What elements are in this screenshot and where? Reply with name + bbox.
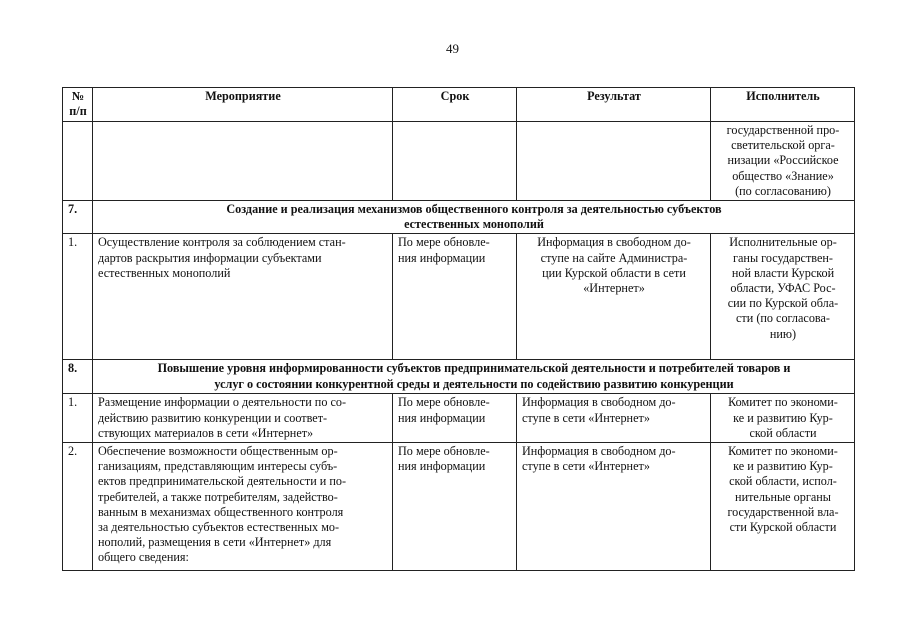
header-deadline: Срок <box>393 88 517 122</box>
section-title: Создание и реализация механизмов общественного контроля за деятельностью субъектов естественных монополий <box>93 201 855 234</box>
cell-deadline <box>393 122 517 201</box>
cell-executor: Исполнительные ор- ганы государствен- ной власти Курской области, УФАС Рос- сии по Курской обла- сти (по согласова- нию) <box>711 234 855 360</box>
section-number: 7. <box>63 201 93 234</box>
cell-number: 1. <box>63 234 93 360</box>
cell-result: Информация в свободном до- ступе в сети «Интернет» <box>517 443 711 571</box>
cell-activity: Осуществление контроля за соблюдением стан- дартов раскрытия информации субъектами естественных монополий <box>93 234 393 360</box>
cell-deadline: По мере обновле- ния информации <box>393 394 517 443</box>
page-number: 49 <box>446 41 459 56</box>
cell-number: 2. <box>63 443 93 571</box>
cell-result <box>517 122 711 201</box>
section-header-row <box>63 201 855 234</box>
table-row <box>63 394 855 443</box>
header-number: № п/п <box>63 88 93 122</box>
table-row <box>63 122 855 201</box>
cell-executor: государственной про- светительской орга- низации «Российское общество «Знание» (по согласованию) <box>711 122 855 201</box>
cell-activity <box>93 122 393 201</box>
cell-number <box>63 122 93 201</box>
header-result: Результат <box>517 88 711 122</box>
cell-number: 1. <box>63 394 93 443</box>
cell-deadline: По мере обновле- ния информации <box>393 234 517 360</box>
section-number: 8. <box>63 360 93 394</box>
cell-deadline: По мере обновле- ния информации <box>393 443 517 571</box>
cell-result: Информация в свободном до- ступе в сети «Интернет» <box>517 394 711 443</box>
header-activity: Мероприятие <box>93 88 393 122</box>
section-header-row <box>63 360 855 394</box>
cell-executor: Комитет по экономи- ке и развитию Кур- ской области <box>711 394 855 443</box>
table-row <box>63 234 855 360</box>
cell-activity: Обеспечение возможности общественным ор- ганизациям, представляющим интересы субъ- ектов предпринимательской деятельности и по- требителей, а также потребителям, задейство- ванным в механизмах общественного контроля за деятельностью субъектов естественных мо- нополий, размещения в сети «Интернет» для общего сведения: <box>93 443 393 571</box>
table-row <box>63 443 855 571</box>
cell-result: Информация в свободном до- ступе на сайте Администра- ции Курской области в сети «Интернет» <box>517 234 711 360</box>
cell-activity: Размещение информации о деятельности по со- действию развитию конкуренции и соответ- ствующих материалов в сети «Интернет» <box>93 394 393 443</box>
cell-executor: Комитет по экономи- ке и развитию Кур- ской области, испол- нительные органы государственной вла- сти Курской области <box>711 443 855 571</box>
table-header-row <box>63 88 855 122</box>
header-executor: Исполнитель <box>711 88 855 122</box>
measures-table <box>62 87 855 571</box>
section-title: Повышение уровня информированности субъектов предпринимательской деятельности и потребителей товаров и услуг о состоянии конкурентной среды и деятельности по содействию развитию конкуренции <box>93 360 855 394</box>
